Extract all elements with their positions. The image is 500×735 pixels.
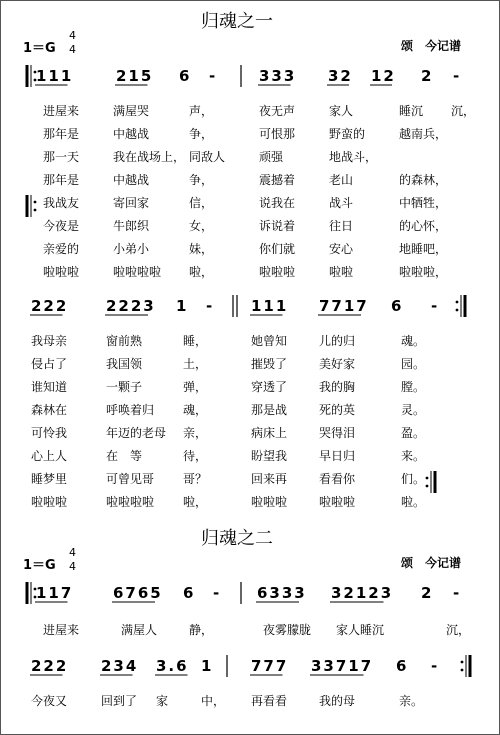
score-system: [27, 582, 470, 637]
repeat-dot: [456, 309, 459, 312]
lyric-segment: 亲爱的: [43, 242, 80, 256]
lyric-segment: 我的母: [319, 694, 356, 708]
lyric-segment: 地战斗，: [329, 150, 378, 164]
dash-note: -: [209, 67, 218, 85]
lyric-segment: 啦啦: [329, 265, 354, 279]
note-group: 222: [31, 297, 69, 315]
note-group: 32123: [331, 584, 394, 602]
note-group: 777: [251, 657, 289, 675]
lyric-segment: 你们就: [259, 242, 296, 256]
lyric-segment: 再看看: [251, 694, 288, 708]
lyric-segment: 进屋来: [43, 623, 80, 637]
key-signature: 1＝G: [23, 41, 56, 56]
note-group: 6: [179, 67, 192, 85]
note-group: 215: [116, 67, 154, 85]
lyric-segment: 那一天: [43, 150, 80, 164]
lyric-segment: 家人睡沉: [336, 623, 385, 637]
lyric-segment: 啦啦啦: [259, 265, 296, 279]
lyric-segment: 争，: [189, 173, 214, 187]
note-group: 3.6: [156, 657, 189, 675]
lyric-segment: 呼唤着归: [106, 403, 155, 417]
score-system: [30, 655, 470, 708]
note-group: 1: [176, 297, 189, 315]
repeat-dot: [426, 485, 429, 488]
lyric-segment: 亲。: [399, 694, 424, 708]
lyric-segment: 穿透了: [251, 380, 288, 394]
lyric-segment: 战斗: [329, 196, 354, 210]
lyric-segment: 年迈的老母: [106, 426, 167, 440]
dash-note: -: [431, 657, 440, 675]
lyric-segment: 说我在: [259, 196, 296, 210]
lyric-segment: 争，: [189, 127, 214, 141]
note-group: 234: [101, 657, 139, 675]
lyric-segment: 女，: [189, 219, 214, 233]
lyric-segment: 沉，: [451, 104, 476, 118]
lyric-segment: 的心怀，: [399, 219, 448, 233]
note-group: 6: [396, 657, 409, 675]
note-group: 222: [31, 657, 69, 675]
note-group: 333: [259, 67, 297, 85]
lyric-segment: 哥？: [183, 472, 208, 486]
lyric-segment: 家人: [329, 104, 354, 118]
note-group: 6333: [257, 584, 307, 602]
lyric-segment: 野蛮的: [329, 127, 366, 141]
lyric-segment: 诉说着: [259, 219, 296, 233]
note-group: 6: [183, 584, 196, 602]
lyric-segment: 安心: [329, 242, 354, 256]
note-group: 7717: [319, 297, 369, 315]
lyric-segment: 死的英: [319, 403, 356, 417]
lyric-segment: 森林在: [31, 403, 68, 417]
repeat-dot: [461, 669, 464, 672]
lyric-segment: 亲，: [183, 426, 208, 440]
lyric-segment: 可怜我: [31, 426, 68, 440]
time-signature-top: 4: [69, 546, 76, 559]
note-group: 12: [371, 67, 396, 85]
lyric-segment: 同敌人: [189, 150, 226, 164]
lyric-segment: 啦，: [189, 265, 214, 279]
lyric-segment: 她曾知: [251, 334, 288, 348]
lyric-segment: 儿的归: [319, 334, 356, 348]
time-signature-bottom: 4: [69, 560, 76, 573]
lyric-segment: 中，: [201, 694, 226, 708]
lyric-segment: 中牺牲，: [399, 196, 448, 210]
lyric-segment: 园。: [401, 357, 426, 371]
lyric-segment: 中越战: [113, 127, 150, 141]
key-signature: 1＝G: [23, 558, 56, 573]
score-system: [30, 295, 465, 509]
repeat-dot: [34, 209, 37, 212]
lyric-segment: 顽强: [259, 150, 284, 164]
lyric-segment: 窗前熟: [106, 334, 143, 348]
dash-note: -: [453, 584, 462, 602]
score-system: [27, 65, 475, 279]
lyric-segment: 睡，: [183, 334, 208, 348]
lyric-segment: 的森林，: [399, 173, 448, 187]
lyric-segment: 魂。: [401, 334, 426, 348]
note-group: 2: [421, 584, 434, 602]
note-group: 33717: [311, 657, 374, 675]
lyric-segment: 来。: [401, 449, 426, 463]
lyric-segment: 谁知道: [31, 380, 68, 394]
lyric-segment: 老山: [329, 173, 354, 187]
lyric-segment: 病床上: [251, 426, 288, 440]
time-signature-top: 4: [69, 29, 76, 42]
lyric-segment: 妹，: [189, 242, 214, 256]
lyric-segment: 夜无声: [259, 104, 296, 118]
lyric-segment: 啦啦啦啦: [106, 495, 155, 509]
lyric-segment: 看看你: [319, 472, 356, 486]
lyric-segment: 地睡吧，: [399, 242, 448, 256]
repeat-dot: [34, 201, 37, 204]
lyric-segment: 啦啦啦: [31, 495, 68, 509]
time-signature-bottom: 4: [69, 43, 76, 56]
lyric-segment: 今夜是: [43, 219, 80, 233]
lyric-segment: 我国领: [106, 357, 143, 371]
lyric-segment: 盼望我: [251, 449, 288, 463]
lyric-segment: 那年是: [43, 173, 80, 187]
lyric-segment: 我战友: [43, 196, 80, 210]
lyric-segment: 越南兵，: [399, 127, 448, 141]
lyric-segment: 今夜又: [31, 694, 68, 708]
lyric-segment: 心上人: [31, 449, 68, 463]
lyric-segment: 回到了: [101, 694, 138, 708]
note-group: 117: [36, 584, 74, 602]
dash-note: -: [213, 584, 222, 602]
note-group: 6765: [113, 584, 163, 602]
lyric-segment: 土，: [183, 357, 208, 371]
lyric-segment: 震撼着: [259, 173, 296, 187]
lyric-segment: 待，: [183, 449, 208, 463]
lyric-segment: 一颗子: [106, 380, 143, 394]
lyric-segment: 在 等: [106, 449, 143, 463]
lyric-segment: 回来再: [251, 472, 288, 486]
lyric-segment: 啦啦啦，: [399, 265, 448, 279]
lyric-segment: 我母亲: [31, 334, 68, 348]
dash-note: -: [431, 297, 440, 315]
lyric-segment: 那是战: [251, 403, 288, 417]
lyric-segment: 哭得泪: [319, 426, 356, 440]
lyric-segment: 往日: [329, 219, 354, 233]
note-group: 2223: [106, 297, 156, 315]
repeat-dot: [461, 661, 464, 664]
lyric-segment: 小弟小: [113, 242, 150, 256]
lyric-segment: 啦啦啦: [43, 265, 80, 279]
lyric-segment: 啦啦啦: [251, 495, 288, 509]
lyric-segment: 早日归: [319, 449, 356, 463]
lyric-segment: 沉，: [446, 623, 471, 637]
note-group: 111: [36, 67, 74, 85]
lyric-segment: 盈。: [401, 426, 426, 440]
lyric-segment: 满屋哭: [113, 104, 150, 118]
arranger-credit: 颂 今记谱: [401, 39, 462, 53]
lyric-segment: 可恨那: [259, 127, 296, 141]
dash-note: -: [206, 297, 215, 315]
repeat-dot: [34, 596, 37, 599]
lyric-segment: 啦啦啦: [319, 495, 356, 509]
note-group: 32: [328, 67, 353, 85]
repeat-dot: [426, 477, 429, 480]
arranger-credit: 颂 今记谱: [401, 556, 462, 570]
lyric-segment: 那年是: [43, 127, 80, 141]
note-group: 2: [421, 67, 434, 85]
lyric-segment: 睡沉: [399, 104, 424, 118]
repeat-dot: [34, 79, 37, 82]
lyric-segment: 啦，: [183, 495, 208, 509]
lyric-segment: 牛郎织: [113, 219, 150, 233]
lyric-segment: 家: [156, 694, 169, 708]
note-group: 1: [201, 657, 214, 675]
numbered-notation-score: [1, 1, 499, 734]
lyric-segment: 魂，: [183, 403, 208, 417]
lyric-segment: 弹，: [183, 380, 208, 394]
lyric-segment: 静，: [189, 623, 214, 637]
lyric-segment: 啦。: [401, 495, 426, 509]
repeat-dot: [456, 301, 459, 304]
lyric-segment: 们。: [401, 472, 426, 486]
lyric-segment: 可曾见哥: [106, 472, 155, 486]
lyric-segment: 进屋来: [43, 104, 80, 118]
lyric-segment: 我在战场上，: [113, 150, 186, 164]
song-title: 归魂之二: [201, 528, 273, 549]
lyric-segment: 睡梦里: [31, 472, 68, 486]
lyric-segment: 中越战: [113, 173, 150, 187]
note-group: 111: [251, 297, 289, 315]
lyric-segment: 啦啦啦啦: [113, 265, 162, 279]
note-group: 6: [391, 297, 404, 315]
lyric-segment: 夜雾朦胧: [263, 623, 312, 637]
lyric-segment: 信，: [189, 196, 214, 210]
lyric-segment: 摧毁了: [251, 357, 288, 371]
repeat-dot: [34, 588, 37, 591]
lyric-segment: 满屋人: [121, 623, 158, 637]
dash-note: -: [453, 67, 462, 85]
lyric-segment: 灵。: [401, 403, 426, 417]
lyric-segment: 寄回家: [113, 196, 150, 210]
lyric-segment: 我的胸: [319, 380, 356, 394]
lyric-segment: 声，: [189, 104, 214, 118]
repeat-dot: [34, 71, 37, 74]
lyric-segment: 美好家: [319, 357, 356, 371]
song-title: 归魂之一: [201, 11, 273, 32]
lyric-segment: 膛。: [401, 380, 426, 394]
lyric-segment: 侵占了: [31, 357, 68, 371]
